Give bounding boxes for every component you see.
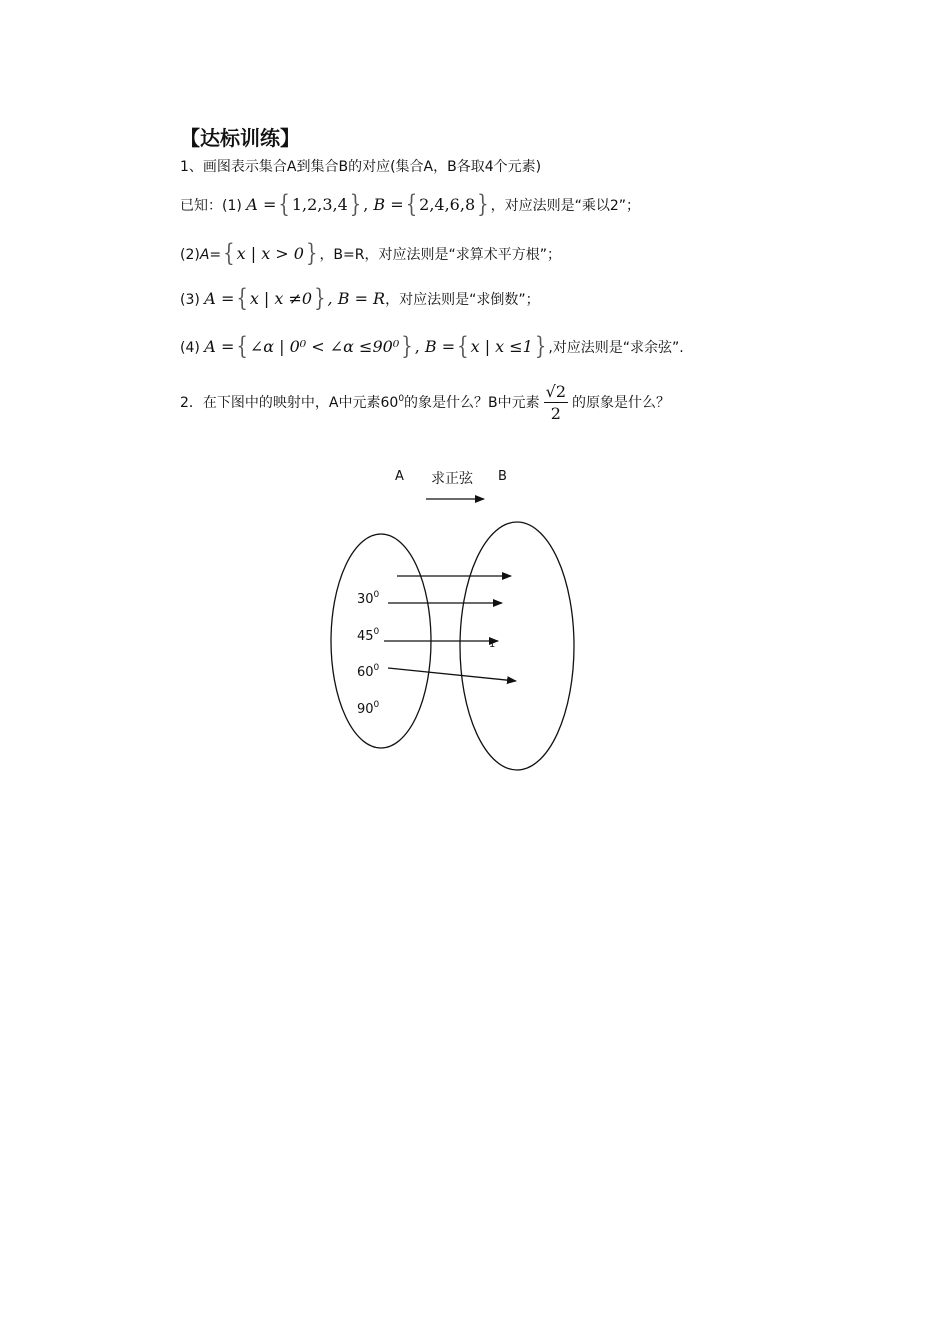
item-2-b: ，B=R， [319,247,379,263]
item-4-rule: ,对应法则是“求余弦”. [548,340,684,356]
element-90: $90^0$ [357,700,380,717]
set-b-label: B [498,469,507,484]
map-arrow-60 [388,668,516,681]
item-1-rule: ，对应法则是“乘以2”； [490,198,640,214]
question-1-item-3: (3) A = { x | x ≠0 } , B = R，对应法则是“求倒数”； [180,284,540,313]
element-1: 1 [489,639,496,650]
item-2-set-a: x | x > 0 [236,244,304,263]
set-a-label: A [395,469,404,484]
fraction-denominator: 2 [544,402,568,424]
item-2-rule: 对应法则是“求算术平方根”； [378,247,562,263]
q2-degree: 0 [398,394,405,404]
element-30: $30^0$ [357,590,380,607]
item-4-set-a: ∠α | 0⁰ < ∠α ≤90⁰ [249,337,400,356]
rule-label: 求正弦 [431,471,473,487]
question-1-item-2: (2)A= { x | x > 0 } ，B=R，对应法则是“求算术平方根”； [180,239,562,268]
item-3-set-a: x | x ≠0 [249,289,313,308]
question-1-title: 1、画图表示集合A到集合B的对应(集合A，B各取4个元素) [180,159,542,175]
item-1-set-b: 2,4,6,8 [419,195,476,214]
q2-part1: 2．在下图中的映射中，A中元素60 [180,395,399,411]
item-3-b: , B = R [327,289,386,308]
section-heading: 【达标训练】 [180,126,300,150]
q2-part2: 的象是什么？B中元素 [404,395,540,411]
item-1-set-a: 1,2,3,4 [291,195,348,214]
element-45: $45^0$ [357,627,380,644]
given-prefix: 已知： [180,198,222,214]
fraction-numerator: √2 [545,382,567,401]
item-1-number: (1) [222,198,242,214]
element-60: $60^0$ [357,663,380,680]
q2-part3: 的原象是什么？ [572,395,671,411]
set-b-ellipse [460,522,574,770]
question-2 [180,382,670,424]
mapping-diagram-svg [320,455,600,785]
question-1-item-4: (4) A = { ∠α | 0⁰ < ∠α ≤90⁰ } , B = { x | x ≤1 } ,对应法则是“求余弦”. [180,332,684,361]
item-3-rule: ，对应法则是“求倒数”； [385,292,540,308]
sqrt2-over-2-fraction [544,382,568,424]
item-3-number: (3) [180,292,200,308]
item-4-number: (4) [180,340,200,356]
item-4-set-b: x | x ≤1 [470,337,533,356]
question-1-item-1: 已知：(1) A = { 1,2,3,4 } , B = { 2,4,6,8 } ，对应法则是“乘以2”； [180,190,640,219]
mapping-diagram [320,455,600,785]
item-2-a-prefix: A= [199,247,222,263]
item-2-number: (2) [180,247,200,263]
